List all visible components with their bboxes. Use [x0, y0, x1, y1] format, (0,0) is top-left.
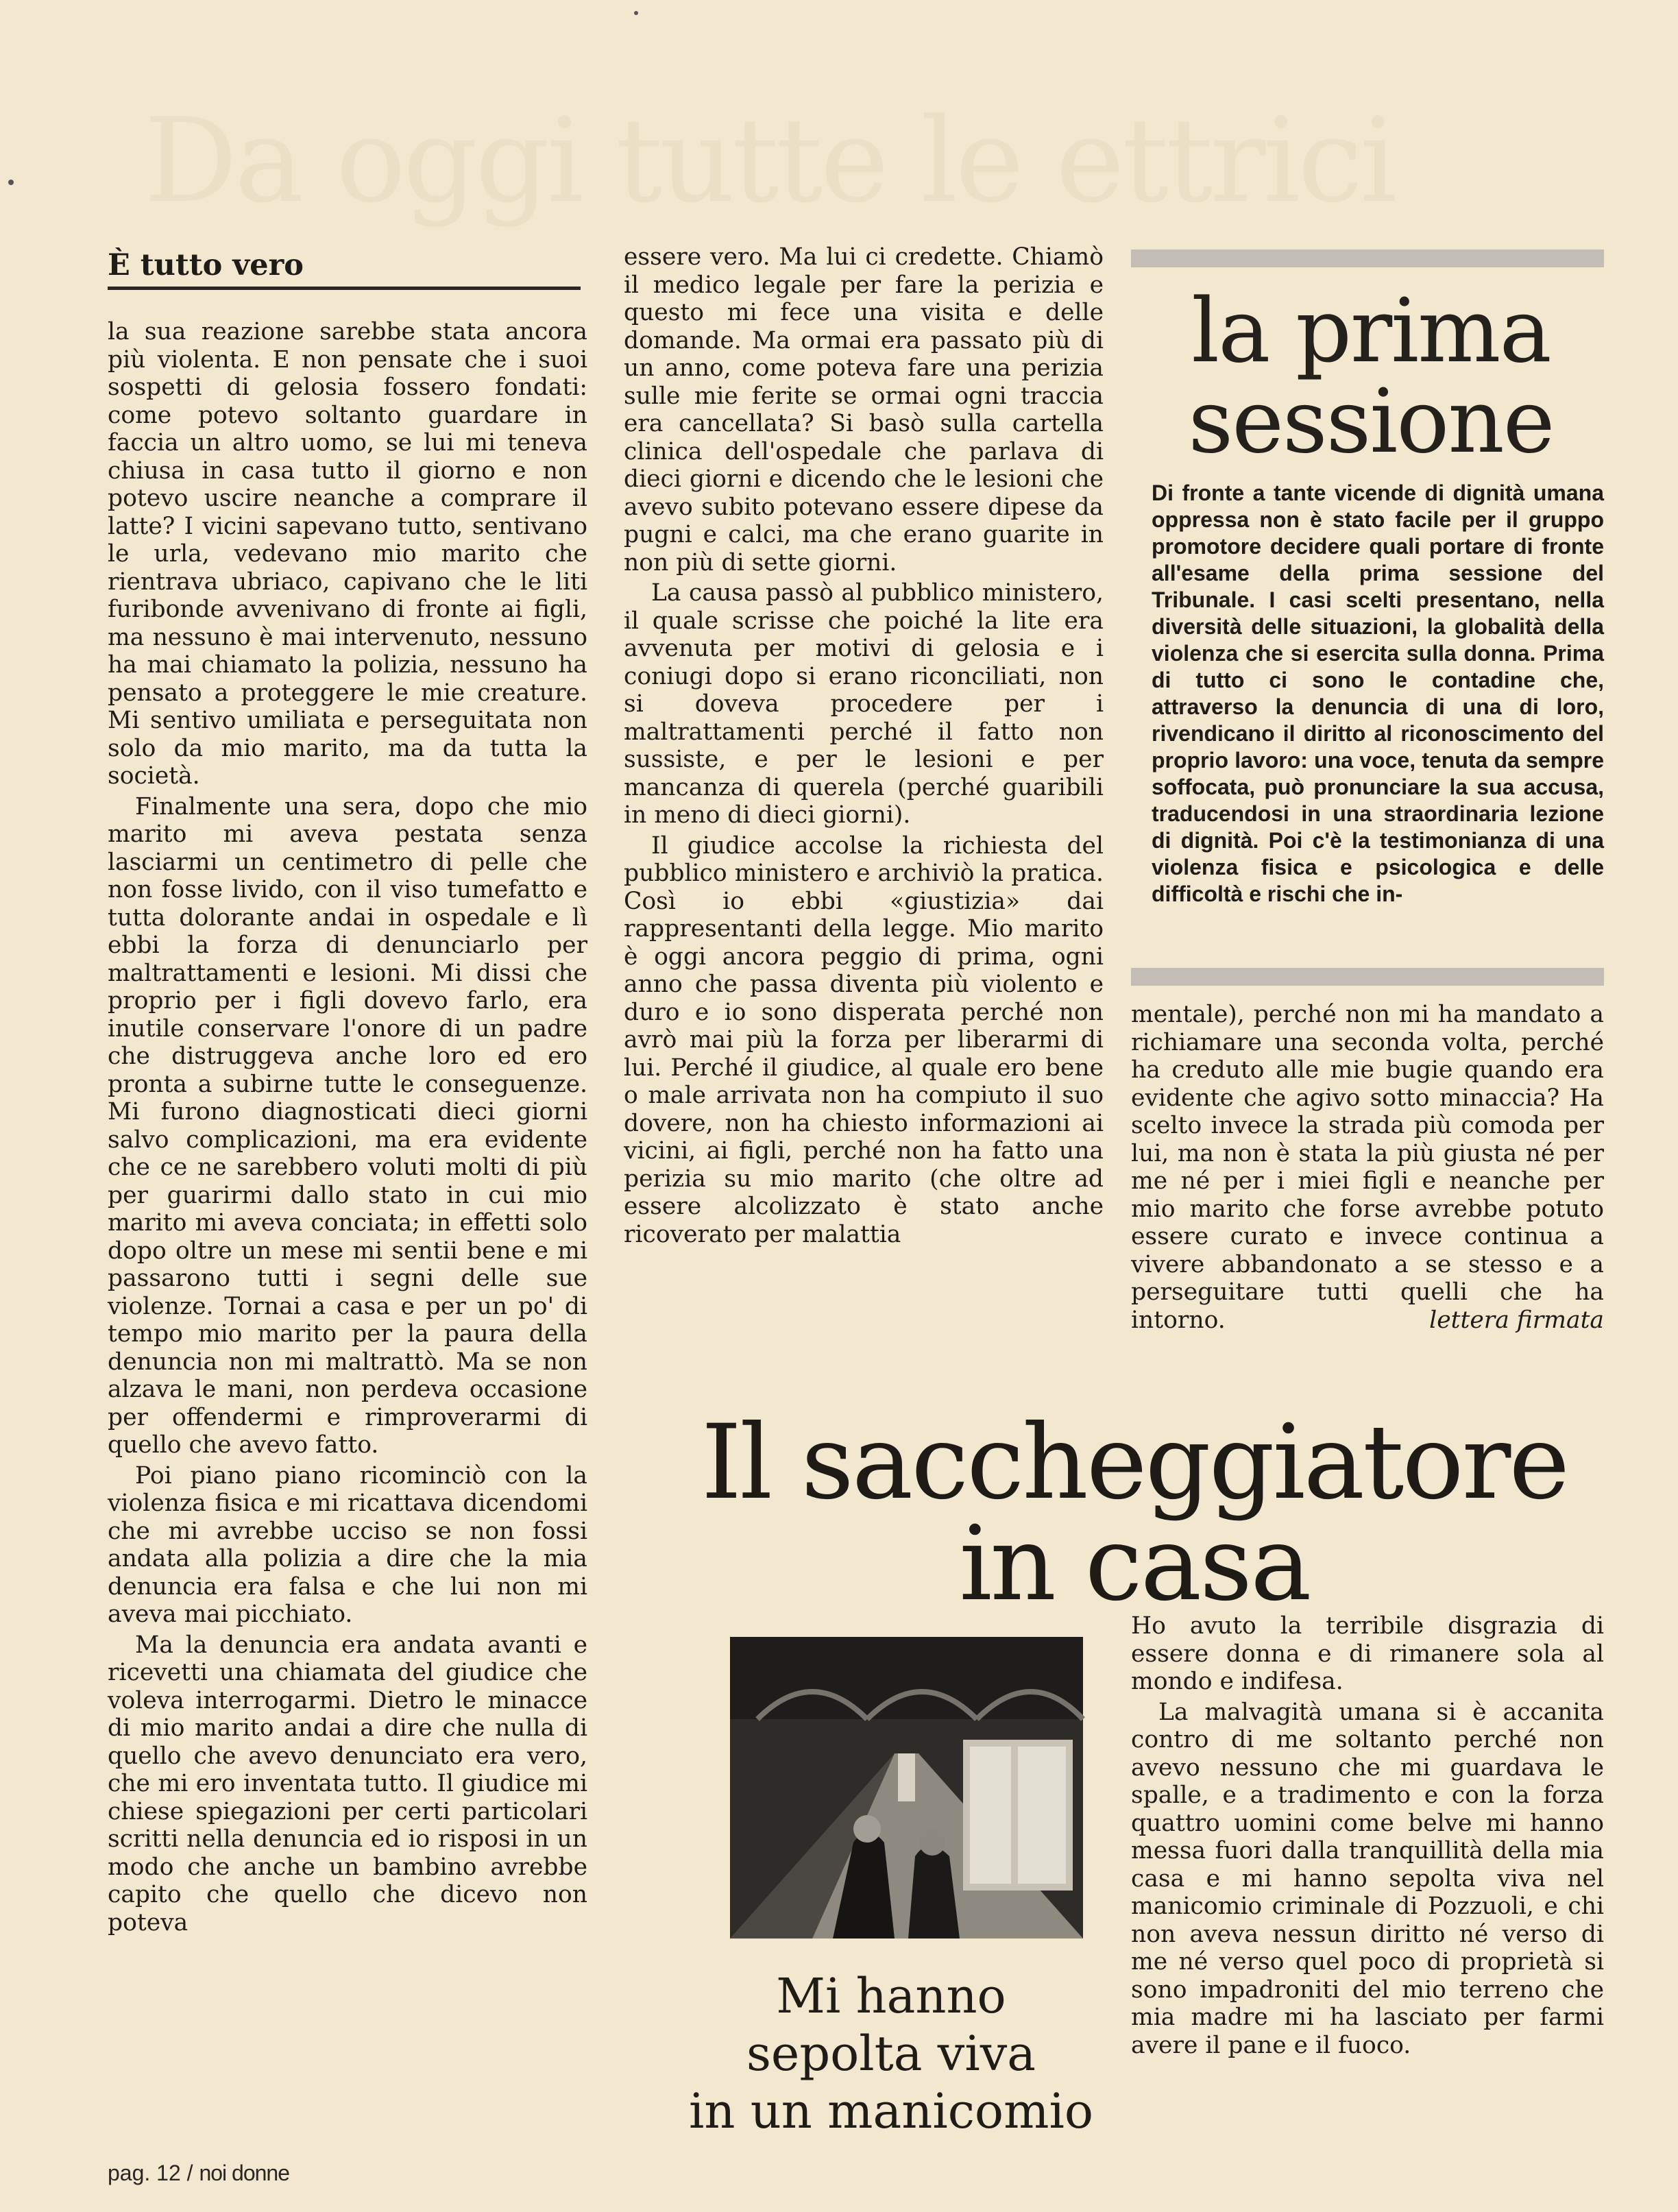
- caption-line: sepolta viva: [746, 2026, 1036, 2082]
- page-footer: [108, 2161, 289, 2186]
- headline-line: in casa: [959, 1505, 1310, 1624]
- section-label: È tutto vero: [108, 248, 581, 290]
- paragraph: Il giudice accolse la richiesta del pubblico ministero e archiviò la pratica. Così io ebbi «giustizia» dai rappresentanti della legge. Mio marito è oggi ancora peggio di prima, ogni anno che passa diventa più violento e duro e io sono disperata perché non avrò mai più la forza per liberarmi di lui. Perché il giudice, al quale ero bene o male arrivata non ha compiuto il suo dovere, non ha chiesto informazioni ai vicini, ai figli, perché non ha fatto una perizia su mio marito (che oltre ad essere alcolizzato è stato anche ricoverato per malattia: [624, 831, 1104, 1248]
- paragraph: la sua reazione sarebbe stata ancora più violenta. E non pensate che i suoi sospetti di gelosia fossero fondati: come potevo soltanto guardare in faccia un altro uomo, se lui mi teneva chiusa in casa tutto il giorno e non potevo uscire neanche a comprare il latte? I vicini sapevano tutto, sentivano le urla, vedevano mio marito che rientrava ubriaco, capivano che le liti furibonde avvenivano di fronte ai figli, ma nessuno è mai intervenuto, nessuno ha mai chiamato la polizia, nessuno ha pensato a proteggere le mie creature. Mi sentivo umiliata e perseguitata non solo da mio marito, ma da tutta la società.: [108, 318, 587, 790]
- page-number: pag. 12 /: [108, 2161, 193, 2185]
- article-column-4: [1131, 1612, 1604, 2106]
- article-headline: [679, 1403, 1590, 1624]
- sidebar-intro: Di fronte a tante vicende di dignità umana oppressa non è stato facile per il gruppo promotore decidere quali portare di fronte all'esame della prima sessione del Tribunale. I casi scelti presentano, nella diversità delle situazioni, la globalità della violenza che si esercita sulla donna. Prima di tutto ci sono le contadine che, attraverso la denuncia di una di loro, rivendicano il diritto al riconoscimento del proprio lavoro: una voce, tenuta da sempre soffocata, può pronunciare la sua accusa, traducendosi in una straordinaria lezione di dignità. Poi c'è la testimonianza di una violenza fisica e psicologica e delle difficoltà e rischi che in-: [1152, 481, 1604, 906]
- photo-caption-heading: [658, 1967, 1124, 2140]
- article-column-2: [624, 243, 1104, 1368]
- magazine-brand: noi donne: [199, 2161, 290, 2185]
- sidebar-top-bar: [1131, 250, 1604, 267]
- paragraph: Ho avuto la terribile disgrazia di essere donna e di rimanere sola al mondo e indifesa.: [1131, 1612, 1604, 1695]
- article-column-1: [108, 318, 587, 2121]
- article-column-3: [1131, 1001, 1604, 1371]
- corridor-photo-graphic: [730, 1637, 1083, 1938]
- paragraph: La causa passò al pubblico ministero, il quale scrisse che poiché la lite era avvenuta per motivi di gelosia e i coniugi dopo si erano riconciliati, non si doveva procedere per i maltrattamenti perché il fatto non sussiste, e per le lesioni e per mancanza di querela (perché guaribili in meno di dieci giorni).: [624, 579, 1104, 829]
- paragraph: Poi piano piano ricominciò con la violenza fisica e mi ricattava dicendomi che mi avrebbe ucciso se non fossi andata alla polizia a dire che la mia denuncia era falsa e che lui non mi aveva mai picchiato.: [108, 1461, 587, 1628]
- sidebar-bottom-bar: [1131, 968, 1604, 986]
- paragraph: Finalmente una sera, dopo che mio marito mi aveva pestata senza lasciarmi un centimetro di pelle che non fosse livido, con il viso tumefatto e tutta dolorante andai in ospedale e lì ebbi la forza di denunciarlo per maltrattamenti e lesioni. Mi dissi che proprio per i figli dovevo farlo, era inutile conservare l'onore di un padre che distruggeva anche loro ed ero pronta a subirne tutte le conseguenze. Mi furono diagnosticati dieci giorni salvo complicazioni, ma era evidente che ce ne sarebbero voluti molti di più per guarirmi dallo stato in cui mio marito mi aveva conciata; in effetti solo dopo oltre un mese mi sentii bene e mi passarono tutti i segni delle sue violenze. Tornai a casa e per un po' di tempo mio marito per la paura della denuncia non mi maltrattò. Ma se non alzava le mani, non perdeva occasione per offendermi e rimproverarmi di quello che avevo fatto.: [108, 792, 587, 1459]
- headline-line: Il saccheggiatore: [701, 1403, 1568, 1522]
- paragraph: Ma la denuncia era andata avanti e ricevetti una chiamata del giudice che voleva interrogarmi. Dietro le minacce di mio marito andai a dire che nulla di quello che avevo denunciato era vero, che mi ero inventata tutto. Il giudice mi chiese spiegazioni per certi particolari scritti nella denuncia ed io risposi in un modo che anche un bambino avrebbe capito che quello che dicevo non poteva: [108, 1631, 587, 1936]
- paragraph: essere vero. Ma lui ci credette. Chiamò il medico legale per fare la perizia e questo mi fece una visita e delle domande. Ma ormai era passato più di un anno, come poteva fare una perizia sulle mie ferite se ormai ogni traccia era cancellata? Si basò sulla cartella clinica dell'ospedale che parlava di dieci giorni e dicendo che le lesioni che avevo subito potevano essere dipese da pugni e calci, ma che erano guarite in non più di sette giorni.: [624, 243, 1104, 576]
- sidebar-heading: [1124, 280, 1618, 473]
- caption-line: in un manicomio: [689, 2083, 1093, 2139]
- sidebar-heading-line: la prima: [1191, 280, 1551, 382]
- corridor-photo: [730, 1637, 1083, 1938]
- background-ghost-headline: Da oggi tutte le ettrici: [144, 93, 1395, 229]
- sidebar-heading-line: sessione: [1188, 371, 1554, 473]
- caption-line: Mi hanno: [776, 1968, 1006, 2024]
- margin-speck: [634, 11, 638, 15]
- paragraph: La malvagità umana si è accanita contro di me soltanto perché non avevo nessuno che mi guardava le spalle, e a tradimento e con la forza quattro uomini come belve mi hanno messa fuori dalla tranquillità della mia casa e mi hanno sepolta viva nel manicomio criminale di Pozzuoli, e chi non aveva nessun diritto né verso di me né verso quel poco di proprietà si sono impadroniti del mio terreno che mia madre mi ha lasciato per farmi avere il pane e il fuoco.: [1131, 1698, 1604, 2059]
- signature: lettera firmata: [1429, 1306, 1604, 1334]
- paragraph: mentale), perché non mi ha mandato a richiamare una seconda volta, perché ha creduto alle mie bugie quando era evidente che agivo sotto minaccia? Ha scelto invece la strada più comoda per lui, ma non è stata la più giusta né per me né per i miei figli e neanche per mio marito che forse avrebbe potuto essere curato e invece continua a vivere abbandonato a se stesso e a perseguitare tutti quelli che ha intorno.: [1131, 1001, 1604, 1334]
- margin-speck: [8, 180, 14, 185]
